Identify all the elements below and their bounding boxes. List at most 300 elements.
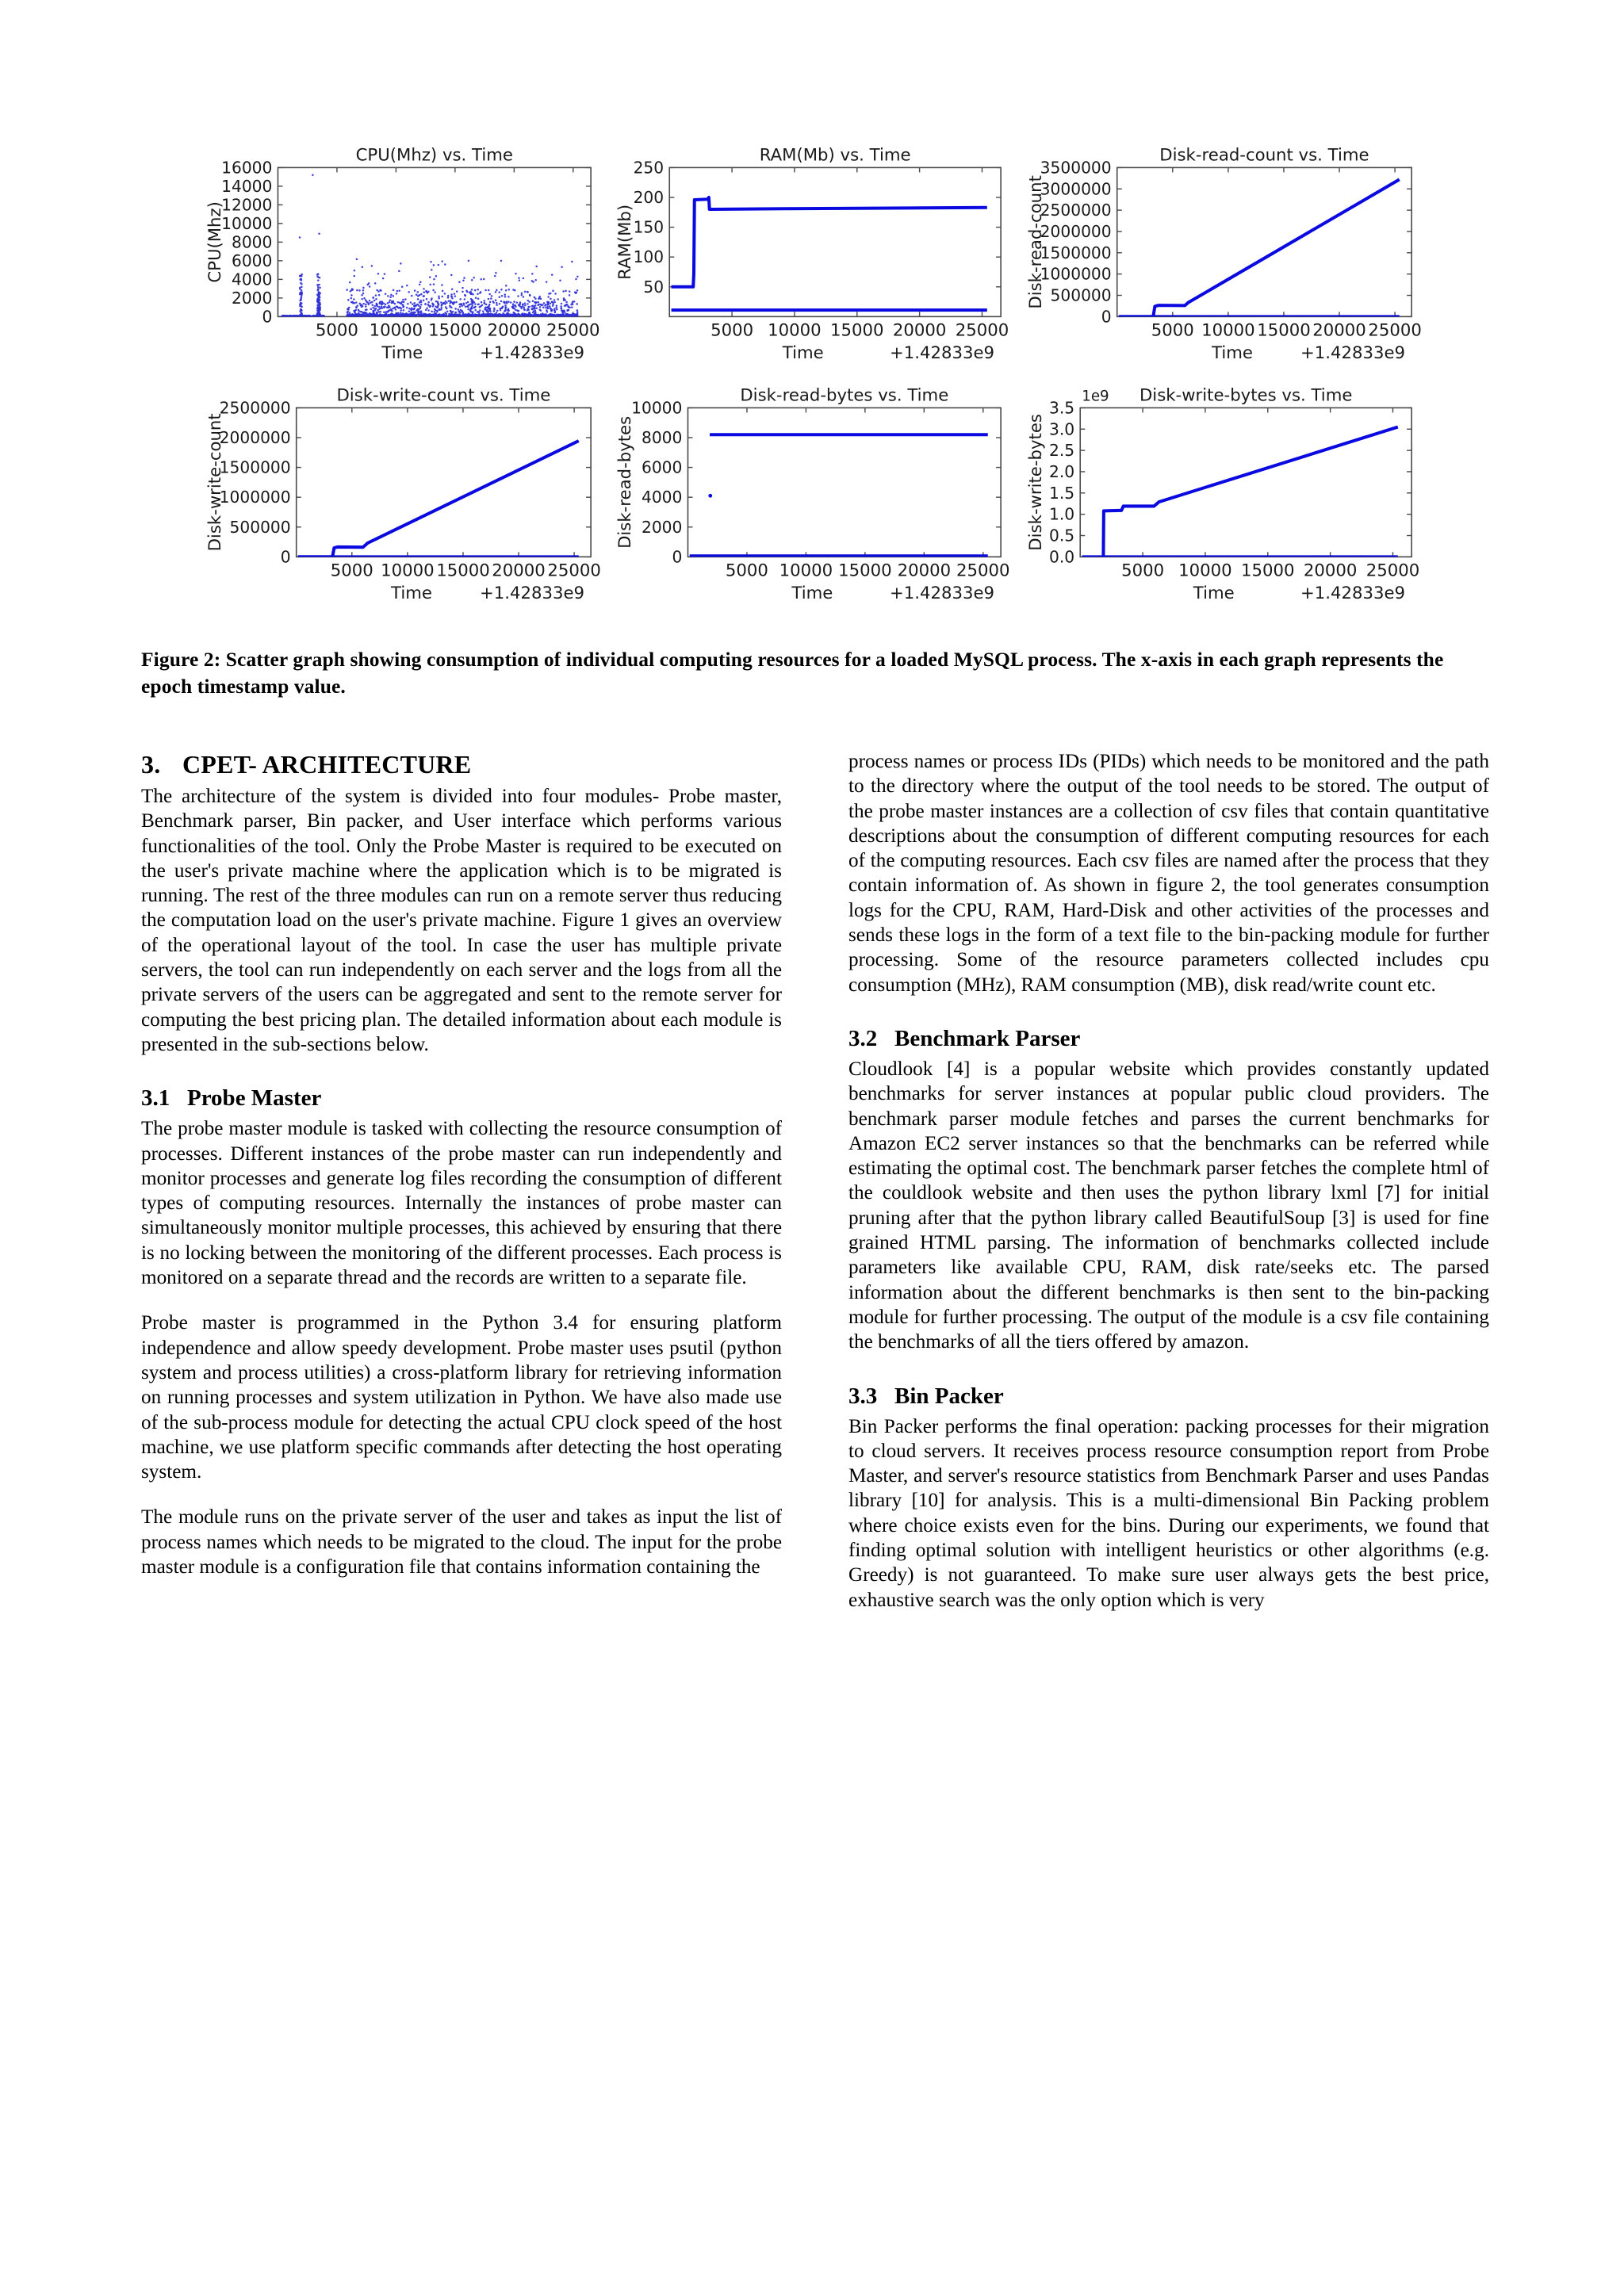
scatter-point xyxy=(293,315,295,317)
y-axis-label: Disk-write-count xyxy=(205,413,226,552)
scatter-point xyxy=(378,306,381,308)
scatter-point xyxy=(481,301,483,304)
x-tick-label: 20000 xyxy=(1303,561,1358,581)
scatter-point xyxy=(504,313,506,316)
x-offset-label: +1.42833e9 xyxy=(479,584,585,604)
y-tick-label: 0 xyxy=(672,547,683,567)
subsection-number: 3.3 xyxy=(848,1383,878,1409)
scatter-point xyxy=(537,316,539,318)
scatter-point xyxy=(369,285,371,288)
y-tick-label: 150 xyxy=(633,217,665,237)
scatter-point xyxy=(396,293,398,295)
scatter-point xyxy=(521,293,523,295)
scatter-point xyxy=(377,273,380,275)
scatter-point xyxy=(372,297,374,299)
scatter-point xyxy=(395,308,397,311)
scatter-point xyxy=(400,262,402,265)
scatter-point xyxy=(561,303,563,305)
scatter-point xyxy=(375,294,377,297)
scatter-point xyxy=(459,306,462,308)
scatter-point xyxy=(567,305,569,308)
scatter-point xyxy=(468,260,470,262)
subsection-title: Benchmark Parser xyxy=(894,1025,1081,1051)
scatter-point xyxy=(436,311,439,313)
paragraph-probe-master-continued: process names or process IDs (PIDs) which needs to be monitored and the path to the directory where the output of the tool needs to be stored. The output of the probe master instances are a collection of csv files that contain quantitative descriptions about the consumption of different computing resources for each of the computing resources. Each csv files are named after the process that they contain information of. As shown in figure 2, the tool generates consumption logs for the CPU, RAM, Hard-Disk and other activities of the processes and sends these logs in the form of a text file to the bin-packing module for further processing. Some of the resource parameters collected includes cpu consumption (MHz), RAM consumption (MB), disk read/write count etc. xyxy=(848,751,1489,996)
scatter-point xyxy=(433,264,435,266)
scatter-point xyxy=(382,277,385,280)
scatter-point xyxy=(505,306,508,308)
scatter-point xyxy=(543,302,546,304)
scatter-point xyxy=(414,302,416,304)
scatter-point xyxy=(371,265,373,267)
scatter-point xyxy=(540,304,542,306)
scatter-point xyxy=(446,308,448,310)
scatter-point xyxy=(316,275,319,277)
scatter-point xyxy=(371,304,373,306)
scatter-point xyxy=(464,298,466,300)
subsection-number: 3.2 xyxy=(848,1025,878,1051)
scatter-point xyxy=(518,277,520,279)
chart-svg xyxy=(1025,139,1426,379)
scatter-point xyxy=(373,300,376,302)
scatter-point xyxy=(465,295,467,297)
scatter-point xyxy=(538,301,540,304)
section-heading-3 xyxy=(141,749,782,779)
scatter-point xyxy=(381,303,383,305)
scatter-point xyxy=(465,306,467,308)
scatter-point xyxy=(553,299,556,301)
y-tick-label: 6000 xyxy=(642,457,683,477)
scatter-point xyxy=(471,299,473,301)
scatter-point xyxy=(380,308,382,310)
scatter-point xyxy=(559,314,561,316)
scatter-point xyxy=(398,307,400,309)
scatter-point xyxy=(408,291,410,293)
scatter-point xyxy=(312,174,314,177)
scatter-point xyxy=(532,300,534,303)
scatter-point xyxy=(570,304,573,306)
scatter-point xyxy=(379,302,381,304)
scatter-point xyxy=(452,313,454,316)
scatter-point xyxy=(417,310,419,312)
x-tick-label: 20000 xyxy=(1312,320,1366,341)
scatter-point xyxy=(474,289,477,292)
scatter-point xyxy=(545,304,547,306)
scatter-point xyxy=(402,312,404,315)
scatter-point xyxy=(576,314,578,316)
scatter-point xyxy=(362,314,365,316)
y-tick-label: 2.5 xyxy=(1048,441,1074,461)
scatter-point xyxy=(321,315,324,317)
scatter-point xyxy=(517,313,519,316)
scatter-point xyxy=(533,308,535,310)
scatter-point xyxy=(447,295,450,297)
scatter-point xyxy=(419,308,421,310)
scatter-point xyxy=(536,307,538,309)
scatter-point xyxy=(403,305,405,308)
y-tick-label: 0 xyxy=(262,307,273,327)
scatter-point xyxy=(520,306,523,308)
scatter-point xyxy=(506,302,508,304)
scatter-point xyxy=(350,297,353,300)
scatter-point xyxy=(546,281,548,283)
y-tick-label: 2500000 xyxy=(1040,201,1112,220)
scatter-point xyxy=(441,284,443,286)
scatter-point xyxy=(569,294,571,297)
scatter-point xyxy=(467,301,469,304)
chart-svg xyxy=(205,139,605,379)
scatter-point xyxy=(531,273,534,275)
scatter-point xyxy=(354,312,356,314)
scatter-point xyxy=(299,288,301,290)
scatter-point xyxy=(515,309,517,312)
scatter-point xyxy=(427,304,430,306)
section-title: CPET- ARCHITECTURE xyxy=(182,750,472,779)
x-tick-label: 5000 xyxy=(330,561,373,581)
scatter-point xyxy=(404,313,407,316)
scatter-point xyxy=(379,289,381,292)
scatter-point xyxy=(351,288,354,290)
y-tick-label: 12000 xyxy=(221,195,273,215)
scatter-point xyxy=(385,304,387,306)
scatter-point xyxy=(375,298,377,300)
scatter-point xyxy=(472,311,474,313)
scatter-point xyxy=(406,307,408,309)
scatter-point xyxy=(388,316,390,318)
scatter-point xyxy=(546,311,549,313)
scatter-point xyxy=(319,277,321,279)
scatter-point xyxy=(378,294,381,297)
scatter-point xyxy=(369,300,371,302)
scatter-point xyxy=(353,314,355,316)
x-tick-label: 5000 xyxy=(315,320,358,341)
scatter-point xyxy=(496,302,498,304)
x-tick-label: 15000 xyxy=(436,561,490,581)
scatter-point xyxy=(463,304,465,306)
scatter-point xyxy=(450,296,453,298)
x-axis-label: Time xyxy=(1211,342,1253,363)
scatter-point xyxy=(431,314,433,316)
scatter-point xyxy=(561,266,563,268)
scatter-point xyxy=(362,305,364,308)
scatter-point xyxy=(534,301,536,304)
scatter-point xyxy=(477,297,480,300)
scatter-point xyxy=(419,301,421,304)
scatter-point xyxy=(363,297,366,300)
scatter-point xyxy=(317,279,320,281)
y-tick-label: 4000 xyxy=(231,270,273,289)
scatter-point xyxy=(512,303,515,305)
scatter-point xyxy=(576,276,579,278)
x-tick-label: 5000 xyxy=(1151,320,1194,341)
scatter-point xyxy=(360,304,362,307)
scatter-point xyxy=(419,300,422,302)
scatter-point xyxy=(319,287,321,289)
scatter-point xyxy=(530,305,533,308)
scatter-point xyxy=(485,289,487,292)
scatter-point xyxy=(477,293,479,295)
y-axis-label: Disk-write-bytes xyxy=(1025,414,1046,551)
scatter-point xyxy=(404,298,407,300)
x-offset-label: +1.42833e9 xyxy=(1300,342,1405,363)
scatter-point xyxy=(296,315,298,317)
scatter-point xyxy=(545,307,547,309)
x-tick-label: 10000 xyxy=(369,320,423,341)
x-tick-label: 25000 xyxy=(956,320,1009,341)
x-axis-label: Time xyxy=(391,584,432,604)
scatter-point xyxy=(534,279,537,281)
scatter-point xyxy=(538,298,540,300)
y-tick-label: 3500000 xyxy=(1040,158,1112,178)
scatter-point xyxy=(550,307,552,309)
scatter-point xyxy=(451,289,454,291)
scatter-point xyxy=(416,294,418,297)
scatter-point xyxy=(530,314,533,316)
scatter-point xyxy=(401,285,404,288)
scatter-point xyxy=(469,313,471,316)
scatter-point xyxy=(393,295,395,297)
scatter-point xyxy=(362,303,365,305)
y-tick-label: 3000000 xyxy=(1040,179,1112,199)
scatter-point xyxy=(301,312,303,315)
scatter-point xyxy=(495,291,497,293)
chart-disk-read-count xyxy=(1025,139,1426,379)
x-offset-label: +1.42833e9 xyxy=(479,342,585,363)
y-tick-label: 6000 xyxy=(231,251,273,270)
scatter-point xyxy=(432,305,435,308)
scatter-point xyxy=(348,315,350,317)
scatter-point xyxy=(423,295,425,297)
scatter-point xyxy=(319,293,321,295)
scatter-point xyxy=(562,290,565,293)
scatter-point xyxy=(361,294,363,297)
scatter-point xyxy=(573,313,576,316)
scatter-point xyxy=(398,290,400,293)
figure-caption: Figure 2: Scatter graph showing consumption of individual computing resources for a loaded MySQL process. The x-axis in each graph represents the epoch timestamp value. xyxy=(141,648,1444,698)
chart-svg xyxy=(615,379,1015,619)
scatter-point xyxy=(308,315,311,317)
scatter-point xyxy=(575,278,577,281)
scatter-point xyxy=(452,311,454,313)
scatter-point xyxy=(533,315,535,317)
scatter-point xyxy=(500,308,502,310)
scatter-point xyxy=(535,266,538,268)
scatter-point xyxy=(459,298,462,300)
scatter-point xyxy=(402,299,404,301)
scatter-point xyxy=(571,306,573,308)
scatter-point xyxy=(435,300,438,303)
x-tick-label: 25000 xyxy=(547,561,601,581)
scatter-point xyxy=(392,308,394,310)
x-tick-label: 20000 xyxy=(487,320,542,341)
scatter-point xyxy=(394,307,396,309)
scatter-point xyxy=(348,312,350,314)
scatter-point xyxy=(319,310,321,312)
x-tick-label: 5000 xyxy=(726,561,769,581)
scatter-point xyxy=(507,308,509,311)
scatter-point xyxy=(366,284,369,286)
subsection-heading-3-1 xyxy=(141,1084,782,1112)
scatter-point xyxy=(374,282,377,285)
scatter-point xyxy=(540,309,542,312)
scatter-point xyxy=(426,307,428,309)
scatter-point xyxy=(488,289,490,292)
scatter-point xyxy=(301,283,303,285)
scatter-point xyxy=(358,289,361,292)
scatter-point xyxy=(560,308,562,310)
scatter-point xyxy=(491,295,493,297)
scatter-point xyxy=(569,290,571,293)
x-tick-label: 25000 xyxy=(1365,561,1419,581)
scatter-point xyxy=(465,290,468,293)
scatter-point xyxy=(401,304,404,306)
x-tick-label: 25000 xyxy=(546,320,600,341)
scatter-point xyxy=(478,314,481,316)
scatter-point xyxy=(417,295,419,297)
scatter-point xyxy=(417,298,419,300)
x-axis-label: Time xyxy=(1193,584,1235,604)
figure-2 xyxy=(205,139,1426,614)
scatter-point xyxy=(438,297,440,300)
scatter-point xyxy=(366,301,369,304)
x-tick-label: 20000 xyxy=(492,561,546,581)
x-tick-label: 15000 xyxy=(1240,561,1295,581)
scatter-point xyxy=(396,290,399,293)
subsection-heading-3-3 xyxy=(848,1382,1489,1410)
scatter-point xyxy=(350,290,352,293)
scatter-point xyxy=(527,303,529,305)
scatter-point xyxy=(412,303,414,305)
scatter-point xyxy=(473,301,476,304)
scatter-point xyxy=(515,273,517,275)
y-tick-label: 0 xyxy=(1101,307,1112,327)
scatter-point xyxy=(438,295,440,297)
scatter-point xyxy=(383,307,385,309)
scatter-point xyxy=(419,284,421,286)
plot-frame xyxy=(297,408,591,557)
scatter-point xyxy=(430,261,432,263)
y-tick-label: 200 xyxy=(633,188,665,208)
scatter-point xyxy=(373,305,376,308)
scatter-point xyxy=(407,303,409,305)
scatter-point xyxy=(467,306,469,308)
chart-disk-write-count xyxy=(205,379,605,619)
scatter-point xyxy=(483,278,485,281)
scatter-point xyxy=(447,300,450,302)
scatter-point xyxy=(500,260,503,262)
scatter-point xyxy=(471,313,473,316)
scatter-point xyxy=(523,296,525,298)
scatter-point xyxy=(429,284,431,286)
scatter-point xyxy=(300,277,302,280)
scatter-point xyxy=(362,287,365,289)
x-tick-label: 25000 xyxy=(1368,320,1422,341)
chart-disk-read-bytes xyxy=(615,379,1015,619)
scatter-point xyxy=(410,312,412,314)
scatter-point xyxy=(492,300,495,303)
y-tick-label: 1000000 xyxy=(1040,264,1112,284)
scatter-point xyxy=(300,299,302,301)
scatter-point xyxy=(355,301,358,304)
scatter-point xyxy=(553,301,556,304)
scatter-point xyxy=(387,295,389,297)
scatter-point xyxy=(361,298,363,300)
scatter-point xyxy=(461,303,463,305)
scatter-point xyxy=(423,291,425,293)
scatter-point xyxy=(483,300,485,302)
scatter-point xyxy=(532,281,534,283)
scatter-point xyxy=(425,290,427,293)
scatter-point xyxy=(454,293,456,295)
scatter-point xyxy=(524,304,527,307)
scatter-point xyxy=(350,294,353,297)
scatter-point xyxy=(496,289,498,292)
scatter-point xyxy=(416,315,418,317)
scatter-point xyxy=(571,302,573,304)
scatter-point xyxy=(417,312,419,314)
scatter-point xyxy=(559,279,561,281)
scatter-point xyxy=(493,308,496,311)
scatter-point xyxy=(510,314,512,316)
scatter-point xyxy=(494,275,496,277)
scatter-point xyxy=(369,312,371,315)
scatter-point xyxy=(471,279,473,281)
scatter-point xyxy=(496,310,499,312)
scatter-point xyxy=(318,233,320,235)
svg-text:Disk-read-count vs. Time: Disk-read-count vs. Time xyxy=(1159,145,1369,166)
scatter-point xyxy=(346,289,348,291)
scatter-point xyxy=(551,274,553,276)
scatter-point xyxy=(527,291,529,293)
plot-frame xyxy=(1080,408,1411,557)
scatter-point xyxy=(499,296,501,298)
scatter-point xyxy=(414,312,416,314)
scatter-point xyxy=(365,304,367,306)
scatter-point xyxy=(389,301,391,304)
scatter-point xyxy=(301,286,303,289)
y-tick-label: 14000 xyxy=(221,176,273,196)
scatter-point xyxy=(389,296,392,298)
y-tick-label: 10000 xyxy=(221,213,273,233)
outlier-point xyxy=(709,494,713,498)
scatter-point xyxy=(531,308,534,311)
scatter-point xyxy=(446,312,448,315)
scatter-point xyxy=(450,274,453,277)
scatter-point xyxy=(444,263,446,266)
scatter-point xyxy=(355,309,358,312)
scatter-point xyxy=(552,303,554,305)
scatter-point xyxy=(431,311,433,313)
scatter-point xyxy=(479,309,481,312)
chart-grid xyxy=(205,139,1426,614)
scatter-point xyxy=(454,295,457,297)
y-tick-label: 1500000 xyxy=(219,457,291,477)
scatter-point xyxy=(469,304,471,306)
y-tick-label: 0.5 xyxy=(1048,526,1074,545)
scatter-point xyxy=(561,310,564,312)
scatter-point xyxy=(505,315,508,317)
scatter-point xyxy=(506,312,508,315)
y-tick-label: 2000000 xyxy=(219,428,291,448)
scatter-point xyxy=(497,315,500,317)
scatter-point xyxy=(516,301,519,304)
scatter-point xyxy=(549,305,551,308)
svg-text:1e9: 1e9 xyxy=(1081,388,1109,405)
scatter-point xyxy=(485,306,487,308)
scatter-point xyxy=(384,313,386,316)
x-tick-label: 25000 xyxy=(956,561,1010,581)
scatter-point xyxy=(504,296,507,298)
